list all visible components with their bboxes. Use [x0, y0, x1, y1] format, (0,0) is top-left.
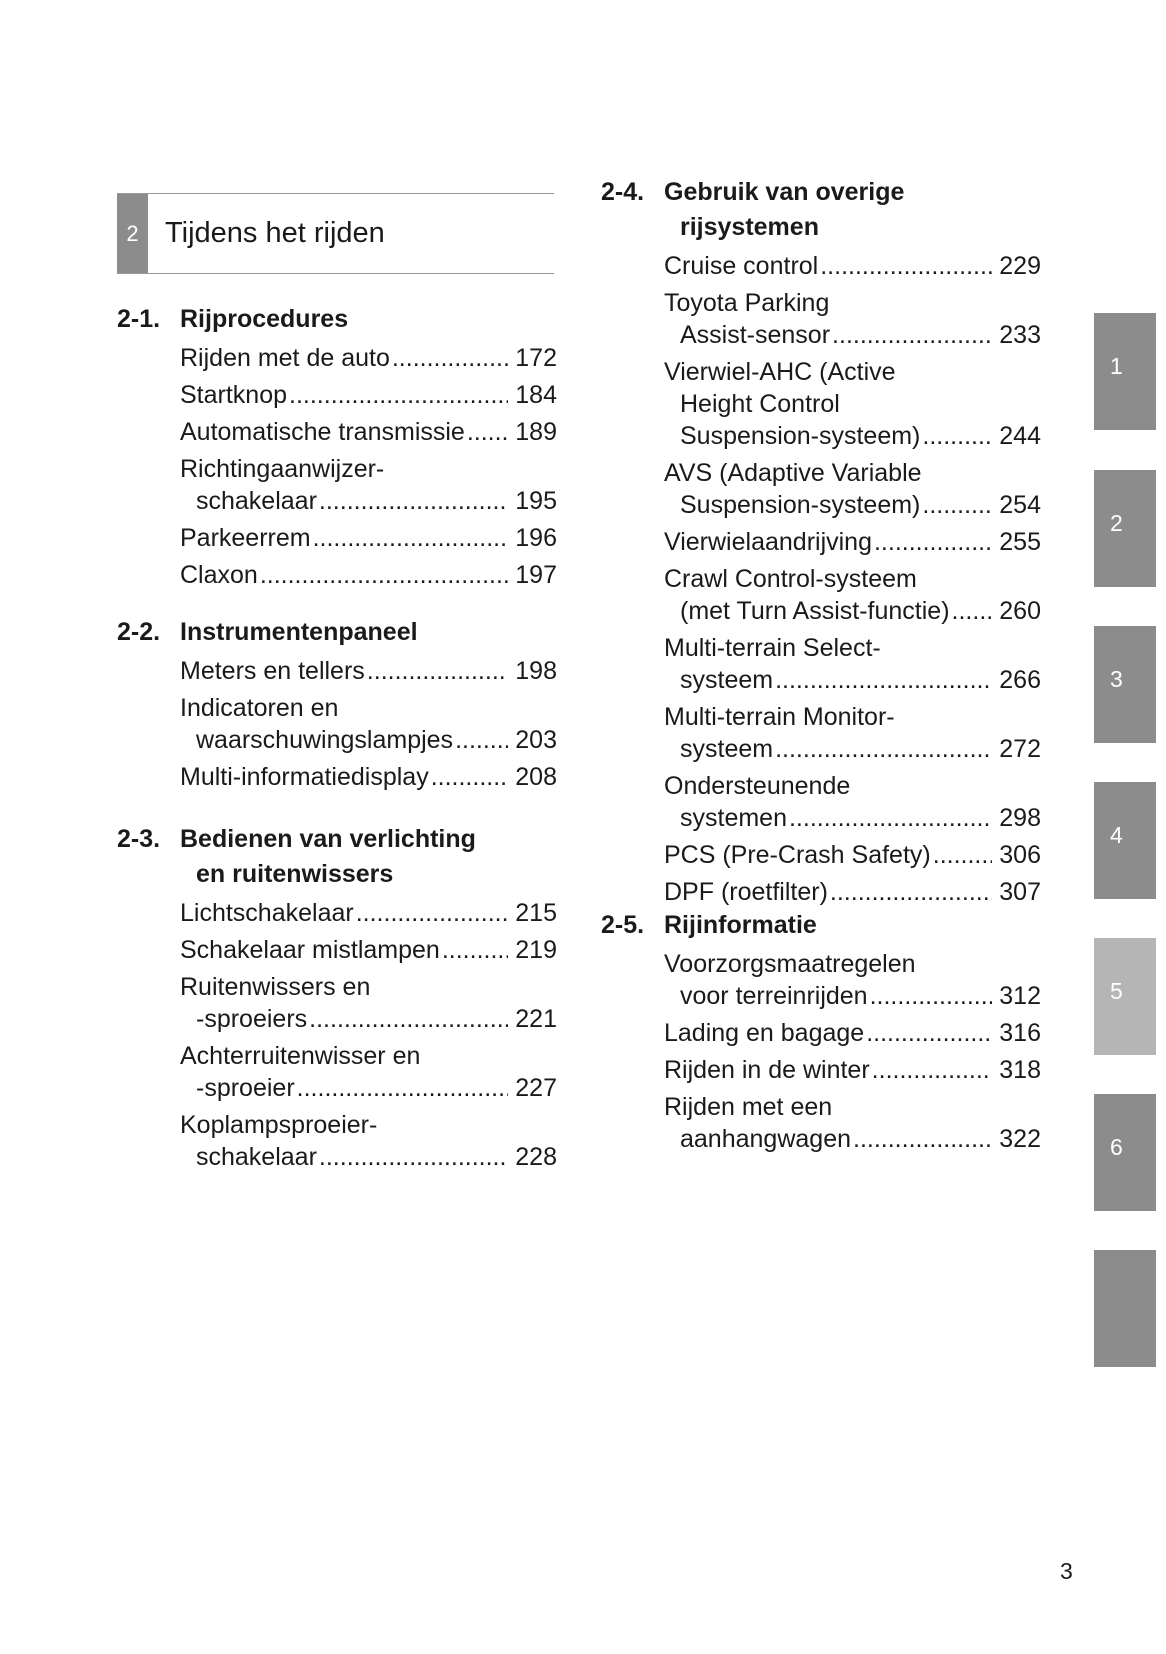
entry-text: (met Turn Assist-functie): [680, 597, 950, 625]
entry-page: 228: [515, 1143, 557, 1171]
chapter-tab-label: 3: [1110, 666, 1123, 692]
entry-text: waarschuwingslampjes: [196, 726, 454, 754]
chapter-tab-label: 4: [1110, 822, 1123, 848]
chapter-number: 2: [117, 194, 148, 273]
entry-page: 306: [999, 841, 1041, 869]
section-title-line: Rijinformatie: [664, 911, 817, 939]
entry-text: Indicatoren en: [180, 694, 339, 722]
entry-page: 318: [999, 1056, 1041, 1084]
entry-text: aanhangwagen: [680, 1125, 851, 1153]
section-title: [664, 175, 1041, 245]
entry-text: Ondersteunende: [664, 772, 851, 800]
section-heading: [117, 615, 557, 650]
entry-page: 244: [999, 422, 1041, 450]
toc-section: [601, 908, 1041, 1155]
chapter-tab-label: 1: [1110, 353, 1123, 379]
entry-text: Toyota Parking: [664, 289, 830, 317]
entry-page: 229: [999, 252, 1041, 280]
entry-page: 195: [515, 487, 557, 515]
entry-text: AVS (Adaptive Variable: [664, 459, 922, 487]
entry-text: -sproeiers: [196, 1005, 308, 1033]
entry-text: systemen: [680, 804, 787, 832]
dot-leader: [922, 489, 992, 521]
dot-leader: [467, 416, 508, 448]
entry-text: Assist-sensor: [680, 321, 831, 349]
entry-text: Lichtschakelaar: [180, 899, 354, 927]
section-heading: [601, 908, 1041, 943]
entry-text: schakelaar: [196, 1143, 317, 1171]
section-number: 2-1.: [117, 305, 161, 333]
entry-page: 307: [999, 878, 1041, 906]
dot-leader: [442, 934, 508, 966]
entry-text: Vierwielaandrijving: [664, 528, 872, 556]
entry-page: 227: [515, 1074, 557, 1102]
entry-page: 316: [999, 1019, 1041, 1047]
entry-page: 219: [515, 936, 557, 964]
entry-text: Achterruitenwisser en: [180, 1042, 421, 1070]
entry-text: Suspension-systeem): [680, 491, 921, 519]
entry-text: Suspension-systeem): [680, 422, 921, 450]
entry-text: Schakelaar mistlampen: [180, 936, 440, 964]
chapter-tab-label: 5: [1110, 978, 1123, 1004]
toc-entry[interactable]: [180, 522, 557, 554]
toc-entry[interactable]: [180, 1109, 557, 1173]
entry-text: Cruise control: [664, 252, 819, 280]
dot-leader: [392, 342, 508, 374]
toc-entry[interactable]: [180, 559, 557, 591]
section-number: 2-5.: [601, 911, 645, 939]
section-title-line: Rijprocedures: [180, 305, 349, 333]
dot-leader: [775, 664, 992, 696]
dot-leader: [870, 980, 992, 1012]
toc-entry[interactable]: [664, 948, 1041, 1012]
toc-entry[interactable]: [180, 453, 557, 517]
entry-text: Startknop: [180, 381, 288, 409]
entry-text: Rijden in de winter: [664, 1056, 870, 1084]
toc-entry[interactable]: [664, 876, 1041, 908]
dot-leader: [356, 897, 508, 929]
section-heading: [601, 175, 1041, 245]
dot-leader: [319, 1141, 508, 1173]
dot-leader: [319, 485, 508, 517]
dot-leader: [832, 319, 992, 351]
toc-entry[interactable]: [664, 1054, 1041, 1086]
entry-text: Vierwiel-AHC (Active: [664, 358, 896, 386]
entry-page: 203: [515, 726, 557, 754]
dot-leader: [952, 595, 992, 627]
entry-text: Koplampsproeier-: [180, 1111, 378, 1139]
toc-entry[interactable]: [180, 897, 557, 929]
dot-leader: [431, 761, 508, 793]
toc-entry[interactable]: [180, 416, 557, 448]
section-title-line: Gebruik van overige: [664, 178, 905, 206]
section-title-line: Bedienen van verlichting: [180, 825, 476, 853]
section-number: 2-3.: [117, 825, 161, 853]
chapter-tab[interactable]: [1094, 626, 1156, 743]
entry-text: systeem: [680, 666, 774, 694]
section-title: [180, 302, 557, 337]
chapter-title: Tijdens het rijden: [165, 217, 385, 249]
toc-entry[interactable]: [664, 526, 1041, 558]
entry-text: DPF (roetfilter): [664, 878, 828, 906]
toc-entry[interactable]: [664, 701, 1041, 765]
chapter-tab[interactable]: [1094, 470, 1156, 587]
dot-leader: [289, 379, 508, 411]
entry-text: PCS (Pre-Crash Safety): [664, 841, 931, 869]
toc-entry[interactable]: [664, 1091, 1041, 1155]
section-title-line: Instrumentenpaneel: [180, 618, 418, 646]
entry-page: 208: [515, 763, 557, 791]
entry-text: Multi-informatiedisplay: [180, 763, 429, 791]
toc-entry[interactable]: [180, 1040, 557, 1104]
entry-text: Parkeerrem: [180, 524, 311, 552]
chapter-tab[interactable]: [1094, 938, 1156, 1055]
entry-page: 260: [999, 597, 1041, 625]
chapter-tab-label: 2: [1110, 510, 1123, 536]
entry-page: 272: [999, 735, 1041, 763]
toc-entry[interactable]: [664, 250, 1041, 282]
section-heading: [117, 822, 557, 892]
dot-leader: [872, 1054, 992, 1086]
entry-text: Rijden met een: [664, 1093, 833, 1121]
toc-entry[interactable]: [180, 342, 557, 374]
section-title-line: rijsystemen: [680, 213, 819, 241]
toc-entry[interactable]: [664, 1017, 1041, 1049]
entry-page: 172: [515, 344, 557, 372]
entry-page: 221: [515, 1005, 557, 1033]
entry-text: Meters en tellers: [180, 657, 365, 685]
entry-text: Multi-terrain Select-: [664, 634, 881, 662]
toc-entry[interactable]: [664, 632, 1041, 696]
dot-leader: [297, 1072, 508, 1104]
toc-entry[interactable]: [664, 563, 1041, 627]
entry-page: 184: [515, 381, 557, 409]
entry-page: 197: [515, 561, 557, 589]
entry-page: 233: [999, 321, 1041, 349]
entry-text: -sproeier: [196, 1074, 295, 1102]
chapter-tab[interactable]: [1094, 1094, 1156, 1211]
entry-page: 254: [999, 491, 1041, 519]
toc-entry[interactable]: [664, 839, 1041, 871]
entry-page: 198: [515, 657, 557, 685]
dot-leader: [260, 559, 508, 591]
toc-entry[interactable]: [180, 971, 557, 1035]
entry-text: Multi-terrain Monitor-: [664, 703, 895, 731]
dot-leader: [866, 1017, 992, 1049]
entry-text: Lading en bagage: [664, 1019, 865, 1047]
entry-text: Automatische transmissie: [180, 418, 465, 446]
dot-leader: [789, 802, 992, 834]
chapter-tab[interactable]: [1094, 313, 1156, 430]
entry-text: schakelaar: [196, 487, 317, 515]
chapter-tab[interactable]: [1094, 782, 1156, 899]
toc-entry[interactable]: [664, 770, 1041, 834]
dot-leader: [830, 876, 992, 908]
entry-text: Richtingaanwijzer-: [180, 455, 385, 483]
page-number: 3: [1060, 1558, 1073, 1584]
toc-section: [601, 175, 1041, 908]
entry-page: 312: [999, 982, 1041, 1010]
section-title-line: en ruitenwissers: [196, 860, 394, 888]
chapter-tab[interactable]: [1094, 1250, 1156, 1367]
entry-text: Claxon: [180, 561, 258, 589]
chapter-header: [117, 193, 554, 274]
section-heading: [117, 302, 557, 337]
entry-page: 322: [999, 1125, 1041, 1153]
section-title: [180, 822, 557, 892]
toc-section: [117, 822, 557, 1173]
dot-leader: [455, 724, 508, 756]
entry-text: Voorzorgsmaatregelen: [664, 950, 916, 978]
entry-text: systeem: [680, 735, 774, 763]
toc-entry[interactable]: [664, 287, 1041, 351]
toc-entry[interactable]: [180, 761, 557, 793]
entry-text: Height Control: [680, 390, 840, 418]
entry-page: 215: [515, 899, 557, 927]
toc-section: [117, 302, 557, 591]
section-number: 2-2.: [117, 618, 161, 646]
dot-leader: [933, 839, 992, 871]
section-title: [664, 908, 1041, 943]
entry-text: voor terreinrijden: [680, 982, 868, 1010]
dot-leader: [820, 250, 992, 282]
section-number: 2-4.: [601, 178, 645, 206]
section-title: [180, 615, 557, 650]
dot-leader: [922, 420, 992, 452]
toc-entry[interactable]: [180, 379, 557, 411]
entry-text: Crawl Control-systeem: [664, 565, 917, 593]
dot-leader: [853, 1123, 992, 1155]
entry-text: Rijden met de auto: [180, 344, 390, 372]
dot-leader: [775, 733, 992, 765]
entry-page: 266: [999, 666, 1041, 694]
toc-entry[interactable]: [664, 457, 1041, 521]
toc-entry[interactable]: [180, 692, 557, 756]
entry-page: 255: [999, 528, 1041, 556]
chapter-tab-label: 6: [1110, 1134, 1123, 1160]
toc-entry[interactable]: [180, 934, 557, 966]
toc-entry[interactable]: [664, 356, 1041, 452]
dot-leader: [313, 522, 508, 554]
entry-page: 196: [515, 524, 557, 552]
dot-leader: [874, 526, 992, 558]
entry-page: 298: [999, 804, 1041, 832]
entry-page: 189: [515, 418, 557, 446]
toc-entry[interactable]: [180, 655, 557, 687]
dot-leader: [367, 655, 508, 687]
toc-section: [117, 615, 557, 793]
entry-text: Ruitenwissers en: [180, 973, 371, 1001]
dot-leader: [309, 1003, 508, 1035]
